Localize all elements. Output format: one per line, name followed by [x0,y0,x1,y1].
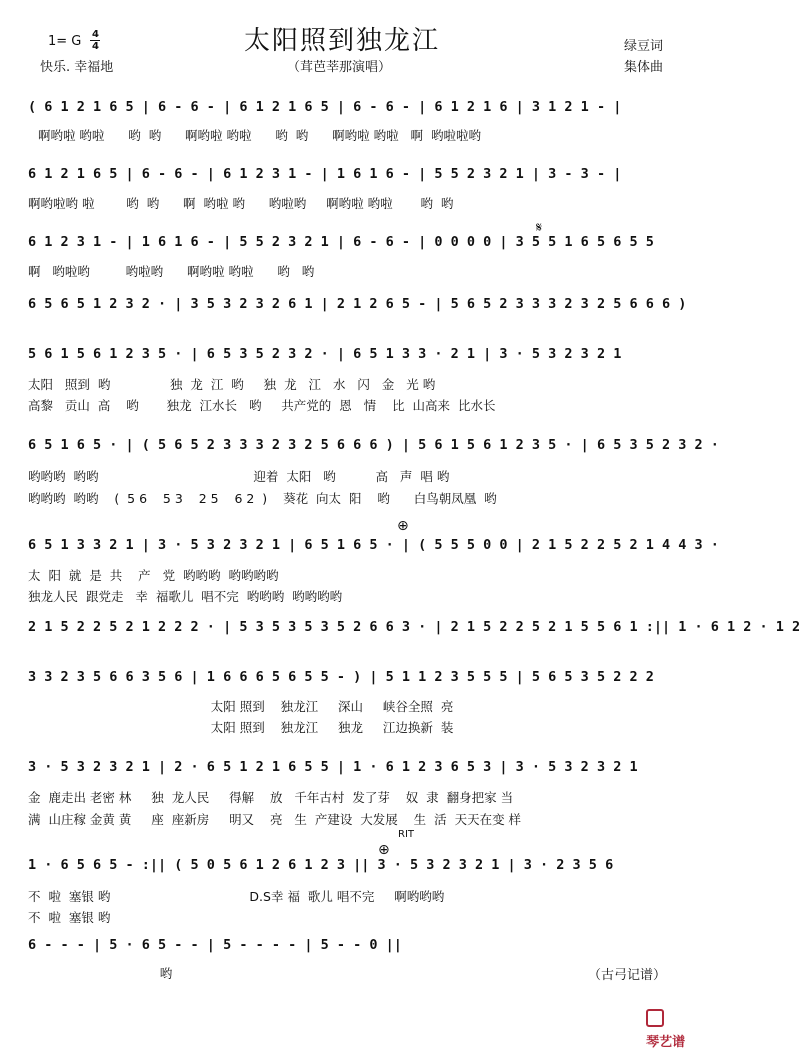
composer-credit: 集体曲 [624,60,664,75]
notation-row-2: 6 1 2 1 6 5 | 6 - 6 - | 6 1 2 3 1 - | 1 6 1 6 - | 5 5 2 3 2 1 | 3 - 3 - | [28,166,622,182]
lyrics-row-6b: 哟哟哟 哟哟 ( 5 6 5 3 2 5 6 2 ) 葵花 向太 阳 哟 白鸟朝凤凰 哟 [28,491,497,506]
notation-row-10: 3 · 5 3 2 3 2 1 | 2 · 6 5 1 2 1 6 5 5 | 1 · 6 1 2 3 6 5 3 | 3 · 5 3 2 3 2 1 [28,759,638,775]
lyrics-row-12: 哟 [120,966,173,981]
lyrics-row-6a: 哟哟哟 哟哟 迎着 太阳 哟 高 声 唱 哟 [28,469,450,484]
time-signature-bottom: 4 [92,41,99,52]
notation-row-3: 6 1 2 3 1 - | 1 6 1 6 - | 5 5 2 3 2 1 | 6 - 6 - | 0 0 0 0 | 3 5 5 1 6 5 6 5 5 [28,234,654,250]
watermark [636,990,685,1050]
lyrics-row-5a: 太阳 照到 哟 独 龙 江 哟 独 龙 江 水 闪 金 光 哟 [28,377,436,392]
key-signature: 1= G [48,34,82,49]
lyrics-row-1: 啊哟啦 哟啦 哟 哟 啊哟啦 哟啦 哟 哟 啊哟啦 哟啦 啊 哟啦啦哟 [30,128,481,143]
time-signature-line [90,40,100,41]
transcriber-credit: （古弓记谱） [588,968,667,983]
ritardando-mark: RIT [398,829,415,840]
lyrics-row-7a: 太 阳 就 是 共 产 党 哟哟哟 哟哟哟哟 [28,568,279,583]
notation-row-6: 6 5 1 6 5 · | ( 5 6 5 2 3 3 3 2 3 2 5 6 6 6 ) | 5 6 1 5 6 1 2 3 5 · | 6 5 3 5 2 3 2 · [28,437,719,453]
notation-row-7: 6 5 1 3 3 2 1 | 3 · 5 3 2 3 2 1 | 6 5 1 6 5 · | ( 5 5 5 0 0 | 2 1 5 2 2 5 2 1 4 4 3 · [28,537,719,553]
coda-mark-2: ⊕ [378,842,390,858]
watermark-text: 琴艺谱 [646,1035,686,1050]
lyrics-row-2: 啊哟啦哟 啦 哟 哟 啊 哟啦 哟 哟啦哟 啊哟啦 哟啦 哟 哟 [28,196,454,211]
lyrics-row-9b: 太阳 照到 独龙江 独龙 江边换新 装 [28,720,454,735]
lyricist-credit: 绿豆词 [624,39,664,54]
lyrics-row-10b: 满 山庄稼 金黄 黄 座 座新房 明又 亮 生 产建设 大发展 生 活 天天在变 样 [28,812,522,827]
time-signature-top: 4 [92,29,99,40]
segno-mark: 𝄋 [536,220,543,236]
notation-row-9: 3 3 2 3 5 6 6 3 5 6 | 1 6 6 6 5 6 5 5 - ) | 5 1 1 2 3 5 5 5 | 5 6 5 3 5 2 2 2 [28,669,654,685]
notation-row-4: 6 5 6 5 1 2 3 2 · | 3 5 3 2 3 2 6 1 | 2 1 2 6 5 - | 5 6 5 2 3 3 3 2 3 2 5 6 6 6 ) [28,296,687,312]
notation-row-5: 5 6 1 5 6 1 2 3 5 · | 6 5 3 5 2 3 2 · | 6 5 1 3 3 · 2 1 | 3 · 5 3 2 3 2 1 [28,346,622,362]
notation-row-8: 2 1 5 2 2 5 2 1 2 2 2 · | 5 3 5 3 5 3 5 2 6 6 3 · | 2 1 5 2 2 5 2 1 5 5 6 1 :|| 1 · 6 1 2 · 1 2 [28,619,800,635]
notation-row-12: 6 - - - | 5 · 6 5 - - | 5 - - - - | 5 - - 0 || [28,937,402,953]
lyrics-row-5b: 高黎 贡山 高 哟 独龙 江水长 哟 共产党的 恩 情 比 山高来 比水长 [28,398,496,413]
watermark-logo-icon [646,1009,664,1027]
lyrics-row-11a: 不 啦 塞银 哟 D.S幸 福 歌儿 唱不完 啊哟哟哟 [28,889,445,904]
notation-row-1: ( 6 1 2 1 6 5 | 6 - 6 - | 6 1 2 1 6 5 | 6 - 6 - | 6 1 2 1 6 | 3 1 2 1 - | [28,99,622,115]
lyrics-row-9a: 太阳 照到 独龙江 深山 峡谷全照 亮 [28,699,454,714]
lyrics-row-3: 啊 哟啦哟 哟啦哟 啊哟啦 哟啦 哟 哟 [28,264,315,279]
tempo-mood: 快乐. 幸福地 [40,60,114,75]
notation-row-11: 1 · 6 5 6 5 - :|| ( 5 0 5 6 1 2 6 1 2 3 || 3 · 5 3 2 3 2 1 | 3 · 2 3 5 6 [28,857,614,873]
coda-mark: ⊕ [397,518,409,534]
page-title: 太阳照到独龙江 [244,26,441,56]
lyrics-row-11b: 不 啦 塞银 哟 [28,910,111,925]
lyrics-row-10a: 金 鹿走出 老密 林 独 龙人民 得解 放 千年古村 发了芽 奴 隶 翻身把家 当 [28,790,514,805]
lyrics-row-7b: 独龙人民 跟党走 幸 福歌儿 唱不完 哟哟哟 哟哟哟哟 [28,589,343,604]
singer-credit: （茸芭莘那演唱） [287,60,392,75]
